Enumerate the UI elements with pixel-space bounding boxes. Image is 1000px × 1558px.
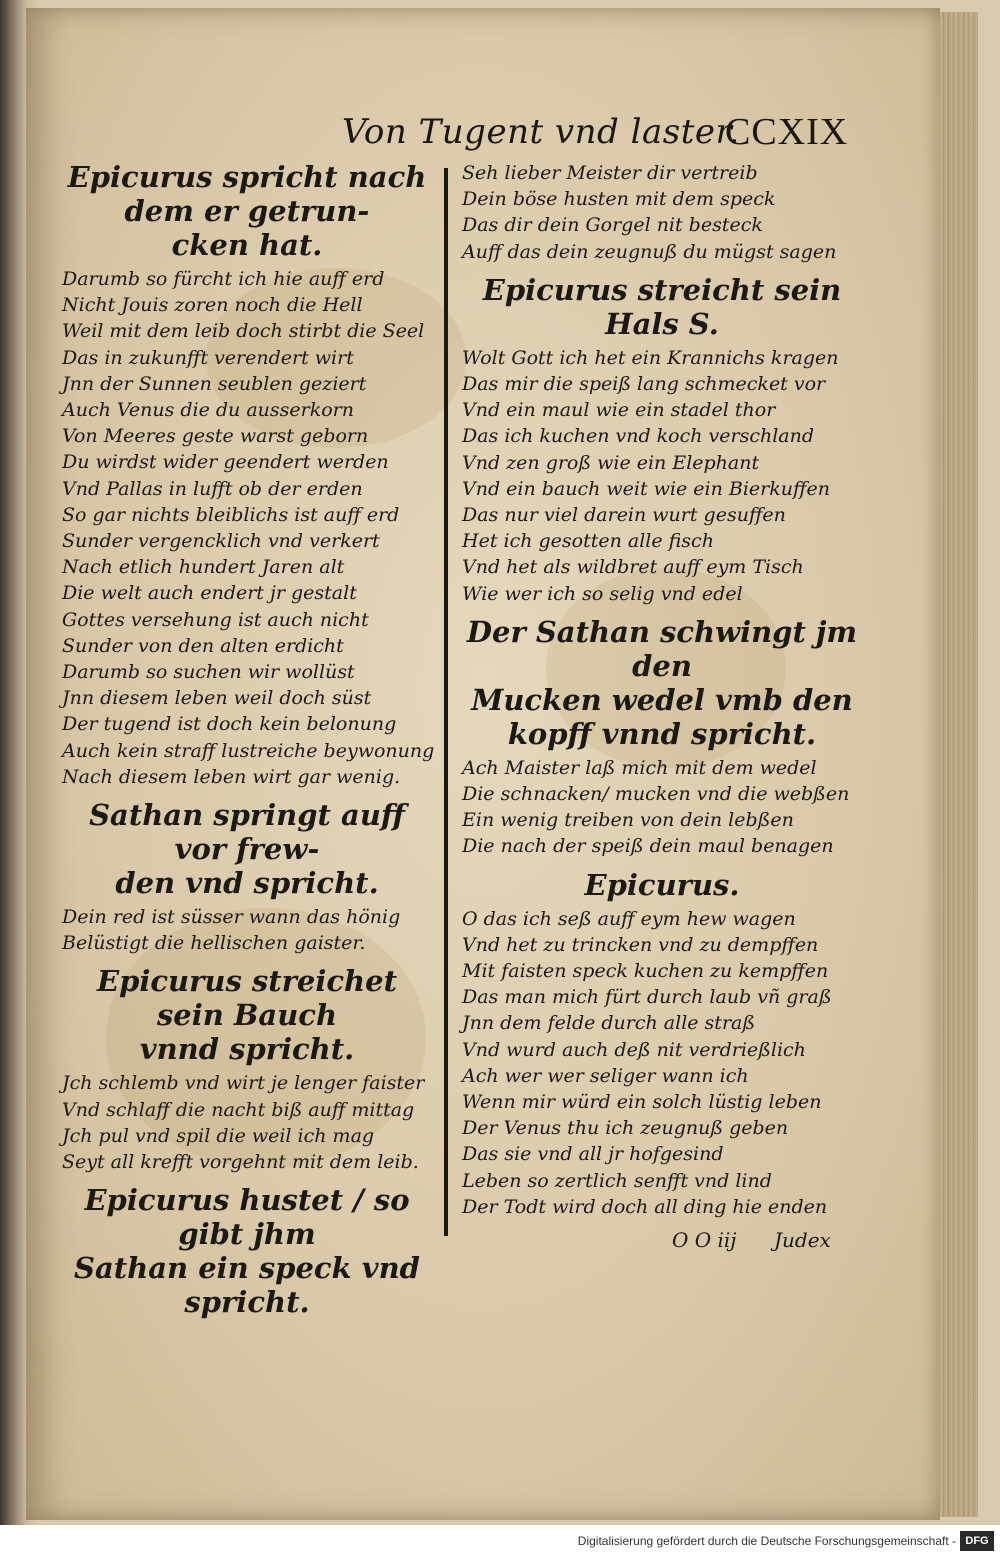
verse-line: Jch pul vnd spil die weil ich mag <box>62 1124 375 1147</box>
verse-line: Auff das dein zeugnuß du mügst sagen <box>462 240 837 263</box>
footer-credit: Digitalisierung gefördert durch die Deutsche Forschungsgemeinschaft - <box>577 1534 956 1548</box>
verse-line: Nach etlich hundert Jaren alt <box>62 556 345 579</box>
verse-line: Vnd Pallas in lufft ob der erden <box>62 477 363 500</box>
verse-line: Mit faisten speck kuchen zu kempffen <box>462 960 829 983</box>
verse-line: Leben so zertlich senfft vnd lind <box>462 1169 772 1192</box>
section-heading: Epicurus. <box>584 867 740 902</box>
section-heading: cken hat. <box>171 228 323 262</box>
verse-line: Die schnacken/ mucken vnd die webßen <box>462 783 850 806</box>
verse-line: Ach Maister laß mich mit dem wedel <box>462 756 817 779</box>
running-head: Von Tugent vnd laster. <box>342 112 740 152</box>
folio-number: CCXIX <box>725 111 849 153</box>
column-rule <box>444 168 448 1236</box>
catchword: Judex <box>774 1228 831 1252</box>
verse-line: Jnn dem felde durch alle straß <box>462 1012 756 1035</box>
verse-line: Jch schlemb vnd wirt je lenger faister <box>62 1072 425 1095</box>
section-heading: vnnd spricht. <box>139 1032 355 1067</box>
verse-line: Het ich gesotten alle fisch <box>462 530 714 553</box>
verse-line: Auch Venus die du ausserkorn <box>62 399 354 422</box>
verse-line: Das nur viel darein wurt gesuffen <box>462 504 786 527</box>
verse-line: Vnd het als wildbret auff eym Tisch <box>462 556 804 579</box>
section-heading: Sathan springt auff vor frew- <box>89 798 405 867</box>
footer-bar <box>0 1525 1000 1558</box>
verse-line: Belüstigt die hellischen gaister. <box>62 932 366 955</box>
verse-line: Ein wenig treiben von dein lebßen <box>462 809 794 832</box>
left-column <box>62 160 435 1323</box>
section-heading: Der Sathan schwingt jm den <box>466 614 858 683</box>
verse-line: Das man mich fürt durch laub vñ graß <box>462 986 832 1009</box>
signature-mark: O O iij <box>672 1228 737 1252</box>
dfg-logo: DFG <box>960 1531 994 1551</box>
verse-line: Gottes versehung ist auch nicht <box>62 608 369 631</box>
section-heading: Hals S. <box>605 306 719 341</box>
verse-line: Vnd ein bauch weit wie ein Bierkuffen <box>462 477 830 500</box>
verse-line: Auch kein straff lustreiche beywonung <box>62 739 435 762</box>
verse-line: Das in zukunfft verendert wirt <box>62 346 354 369</box>
verse-line: Vnd ein maul wie ein stadel thor <box>462 399 776 422</box>
verse-line: Jnn der Sunnen seublen geziert <box>62 372 367 395</box>
verse-line: So gar nichts bleiblichs ist auff erd <box>62 503 400 526</box>
verse-line: Darumb so suchen wir wollüst <box>62 661 355 684</box>
section-heading: spricht. <box>184 1285 310 1320</box>
verse-line: Wolt Gott ich het ein Krannichs kragen <box>462 346 839 369</box>
right-column <box>462 160 862 1228</box>
verse-line: Vnd zen groß wie ein Elephant <box>462 451 760 474</box>
section-heading: Epicurus hustet / so gibt jhm <box>84 1183 410 1252</box>
section-heading: kopff vnnd spricht. <box>507 716 817 751</box>
verse-line: Das dir dein Gorgel nit besteck <box>462 214 763 237</box>
verse-line: Das sie vnd all jr hofgesind <box>462 1143 724 1166</box>
verse-line: Ach wer wer seliger wann ich <box>462 1064 749 1087</box>
section-heading: Epicurus spricht nach <box>67 160 427 194</box>
verse-line: Wie wer ich so selig vnd edel <box>462 582 743 605</box>
verse-line: Der Venus thu ich zeugnuß geben <box>462 1117 789 1140</box>
section-heading: Epicurus streichet sein Bauch <box>97 964 397 1033</box>
verse-line: Dein red ist süsser wann das hönig <box>62 906 401 929</box>
verse-line: Der tugend ist doch kein belonung <box>62 713 397 736</box>
verse-line: Von Meeres geste warst geborn <box>62 425 369 448</box>
verse-line: Wenn mir würd ein solch lüstig leben <box>462 1091 822 1114</box>
section-heading: dem er getrun- <box>124 194 370 228</box>
verse-line: Vnd wurd auch deß nit verdrießlich <box>462 1038 806 1061</box>
verse-line: Die nach der speiß dein maul benagen <box>462 835 834 858</box>
verse-line: O das ich seß auff eym hew wagen <box>462 907 796 930</box>
section-heading: Mucken wedel vmb den <box>471 682 853 717</box>
verse-line: Jnn diesem leben weil doch süst <box>62 687 372 710</box>
verse-line: Nicht Jouis zoren noch die Hell <box>62 294 363 317</box>
verse-line: Der Todt wird doch all ding hie enden <box>462 1195 828 1218</box>
section-heading: den vnd spricht. <box>115 866 379 901</box>
verse-line: Seyt all krefft vorgehnt mit dem leib. <box>62 1151 419 1174</box>
verse-line: Nach diesem leben wirt gar wenig. <box>62 765 401 788</box>
section-heading: Epicurus streicht sein <box>482 272 842 307</box>
verse-line: Das ich kuchen vnd koch verschland <box>462 425 815 448</box>
verse-line: Weil mit dem leib doch stirbt die Seel <box>62 320 425 343</box>
verse-line: Sunder vergencklich vnd verkert <box>62 530 380 553</box>
verse-line: Das mir die speiß lang schmecket vor <box>462 373 826 396</box>
verse-line: Dein böse husten mit dem speck <box>462 188 776 211</box>
verse-line: Die welt auch endert jr gestalt <box>62 582 357 605</box>
verse-line: Du wirdst wider geendert werden <box>62 451 389 474</box>
verse-line: Darumb so fürcht ich hie auff erd <box>62 268 385 290</box>
verse-line: Vnd het zu trincken vnd zu dempffen <box>462 933 819 956</box>
verse-line: Vnd schlaff die nacht biß auff mittag <box>62 1098 415 1121</box>
verse-line: Sunder von den alten erdicht <box>62 634 344 657</box>
verse-line: Seh lieber Meister dir vertreib <box>462 162 758 184</box>
section-heading: Sathan ein speck vnd <box>74 1251 420 1286</box>
page-edge-stack <box>940 12 978 1517</box>
